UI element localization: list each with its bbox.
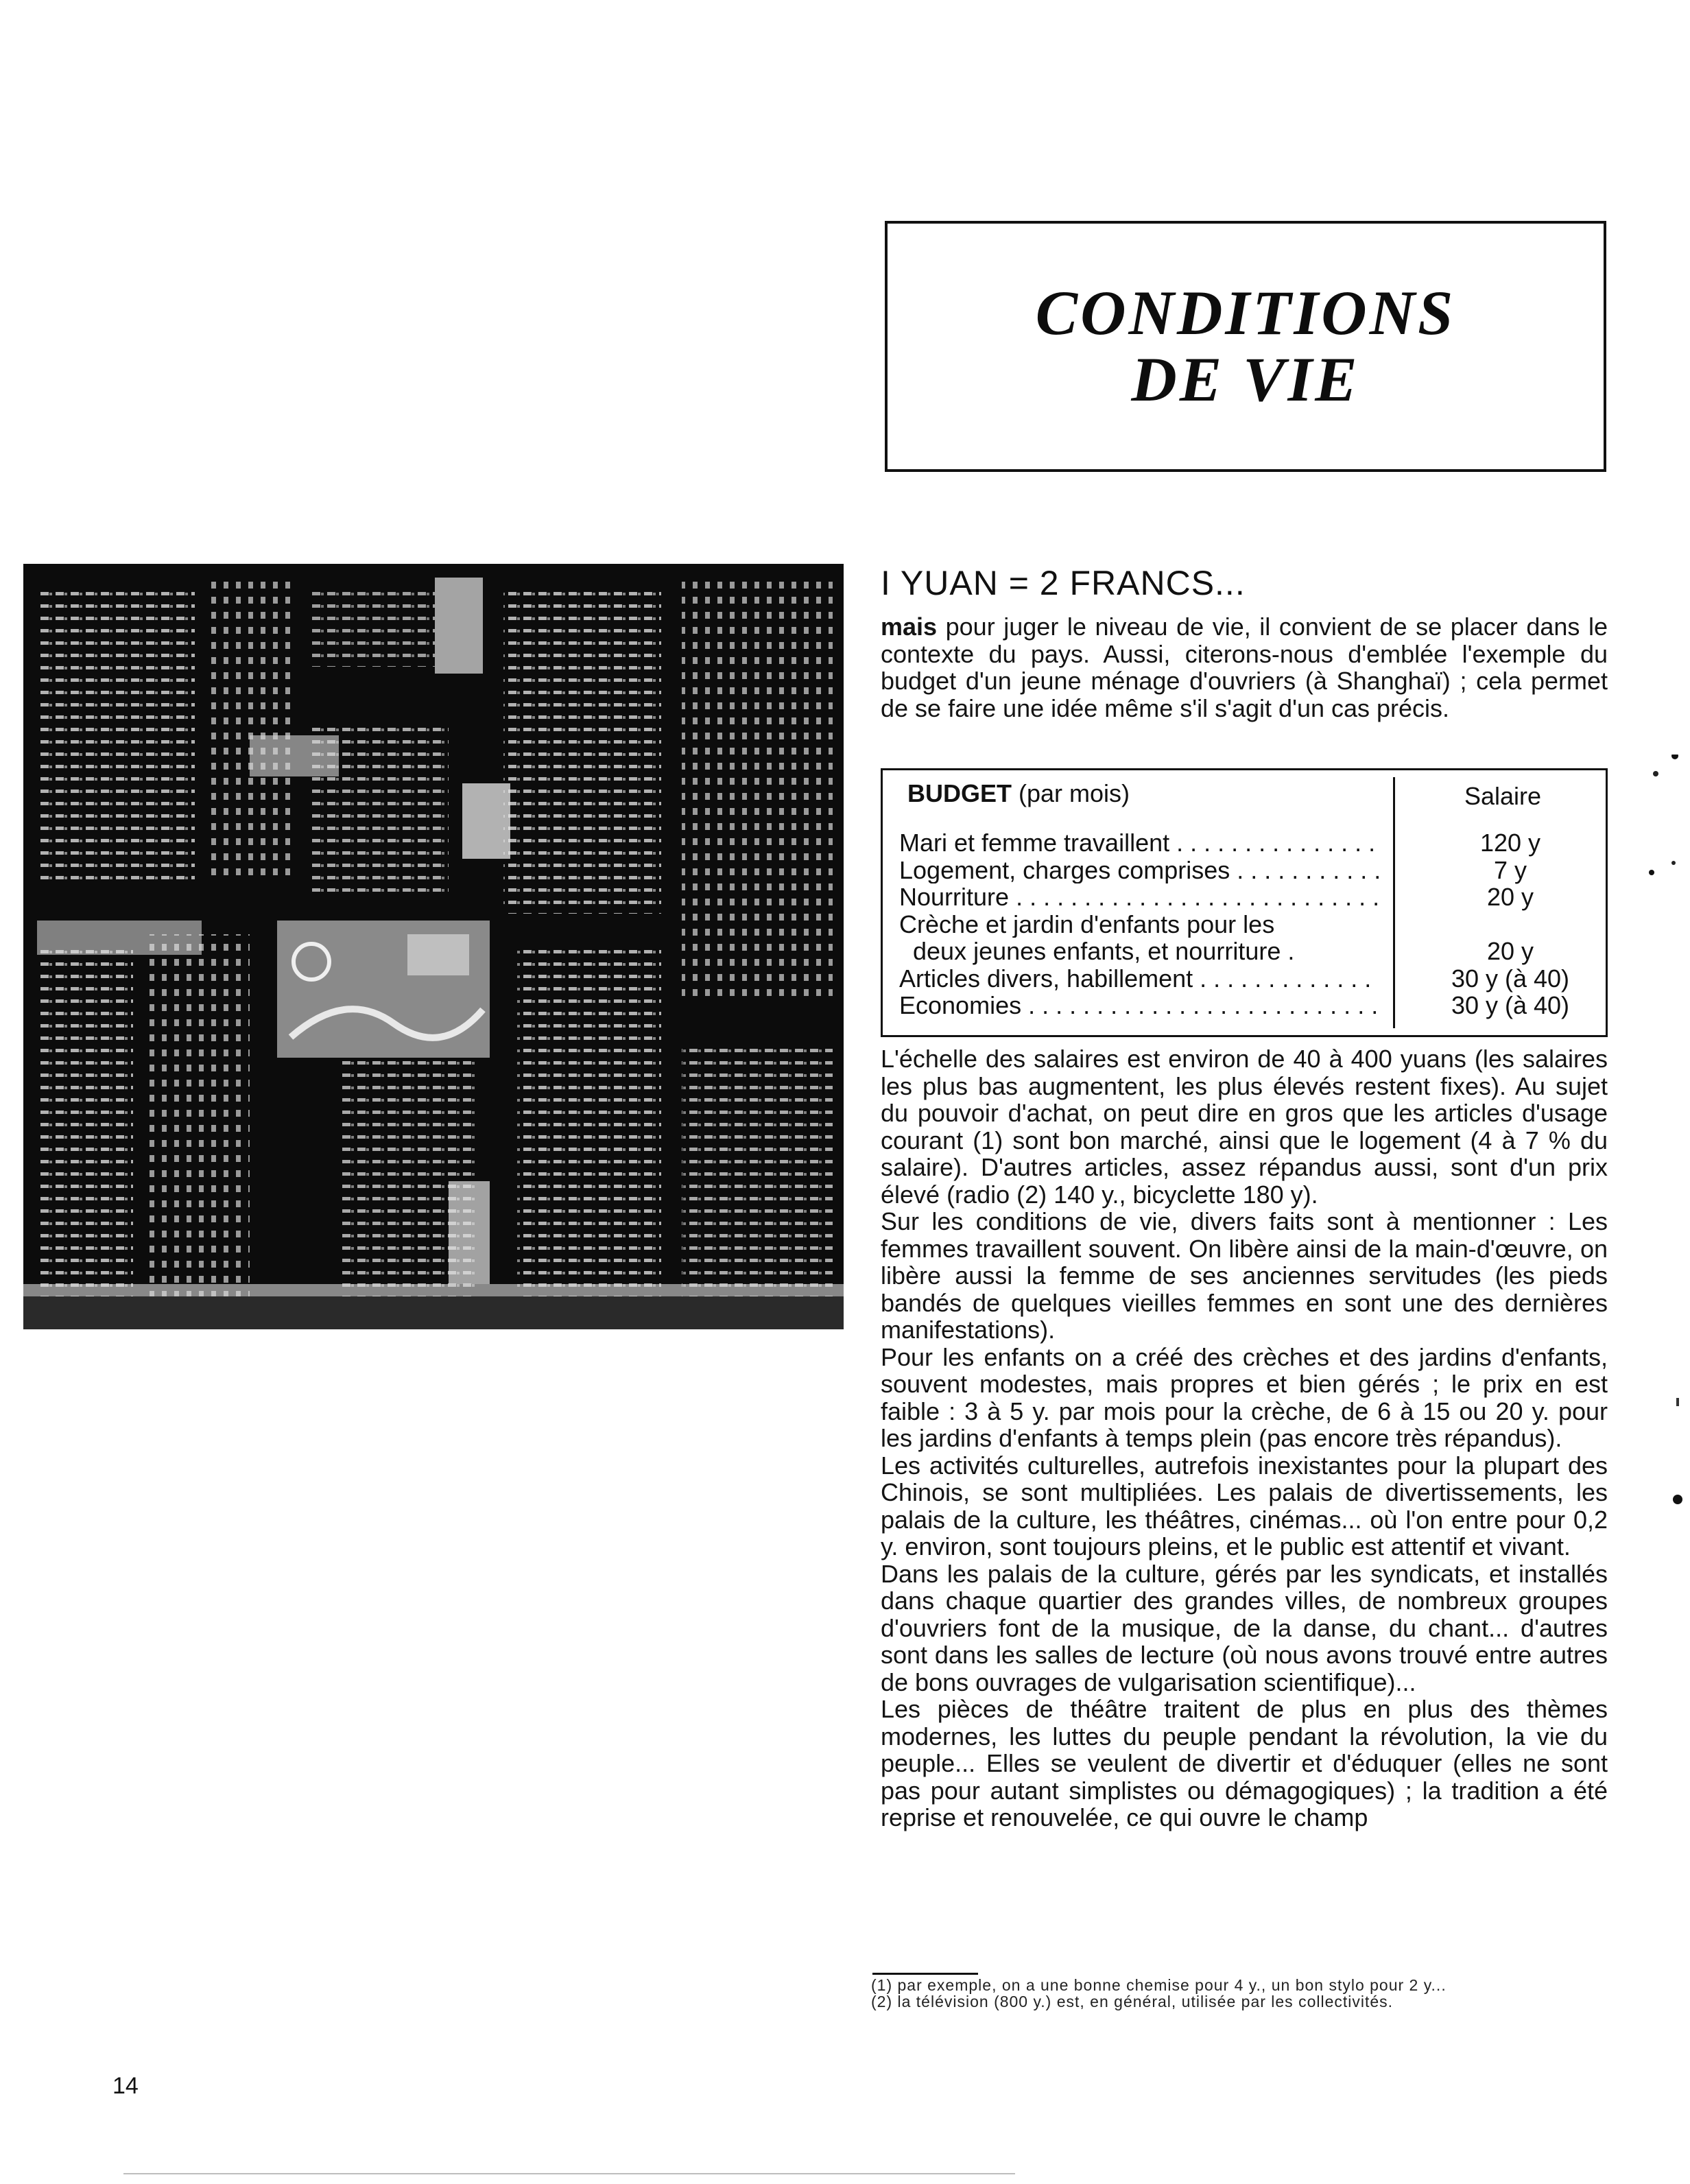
intro-paragraph — [881, 613, 1608, 722]
footnote: (2) la télévision (800 y.) est, en général, utilisée par les collectivités. — [871, 1993, 1394, 2010]
page-number: 14 — [112, 2073, 139, 2099]
budget-header-note: (par mois) — [1012, 779, 1130, 807]
budget-table — [881, 768, 1608, 1037]
budget-row — [899, 883, 1606, 911]
paragraph: Sur les conditions de vie, divers faits sont à mentionner : Les femmes travaillent souvent. On libère ainsi de la main-d'œuvre, on libère aussi la femme de ses anciennes servitudes (les pieds bandés de quelques vieilles femmes en sont une des dernières manifestations). — [881, 1207, 1608, 1344]
paragraph: Les activités culturelles, autrefois inexistantes pour la plupart des Chinois, se sont multipliées. Les palais de divertissements, les palais de la culture, les théâtres, cinémas... où l'on entre pour 0,2 y. environ, sont toujours pleins, et le public est attentif et vivant. — [881, 1451, 1608, 1560]
paragraph: Pour les enfants on a créé des crèches et des jardins d'enfants, souvent modestes, mais propres et bien gérés ; le prix en est faible : 3 à 5 y. par mois pour la crèche, de 6 à 15 ou 20 y. pour les jardins d'enfants à temps plein (pas encore très répandus). — [881, 1342, 1608, 1452]
footnotes — [871, 1977, 1602, 2010]
scan-specks-icon — [1632, 755, 1687, 1543]
paragraph: L'échelle des salaires est environ de 40 à 400 yuans (les salaires les plus bas augmentent, les plus élevés restent fixes). Au sujet du pouvoir d'achat, on peut dire en gros que les articles d'usage courant (1) sont bon marché, ainsi que le logement (4 à 7 % du salaire). D'autres articles, assez répandus aussi, sont d'un prix élevé (radio (2) 140 y., bicyclette 180 y). — [881, 1045, 1608, 1209]
budget-row — [899, 857, 1606, 884]
budget-rows — [899, 829, 1606, 1019]
budget-row — [899, 829, 1606, 857]
section-heading: I YUAN = 2 FRANCS... — [881, 564, 1246, 602]
photo-icon — [23, 564, 844, 1329]
main-text — [881, 1045, 1608, 1831]
budget-row-value: 20 y — [1486, 937, 1534, 965]
intro-text: pour juger le niveau de vie, il convient de se placer dans le contexte du pays. Aussi, citerons-nous d'emblée l'exemple du budget d'un jeune ménage d'ouvriers (à Shanghaï) ; cela permet de se faire une idée même s'il s'agit d'un cas précis. — [881, 613, 1608, 722]
budget-row-label: deux jeunes enfants, et nourriture . — [913, 938, 1295, 965]
budget-row-label: Logement, charges comprises . . . — [899, 857, 1379, 884]
budget-row — [899, 911, 1606, 938]
budget-row-value: 30 y (à 40) — [1451, 991, 1570, 1019]
budget-row — [899, 992, 1606, 1019]
budget-row-label: Articles divers, habillement . . . — [899, 965, 1379, 993]
budget-row-label: Nourriture . . . — [899, 883, 1379, 911]
budget-row-label: Mari et femme travaillent . . . — [899, 829, 1379, 857]
budget-row-value: 20 y — [1486, 883, 1534, 911]
paragraph: Dans les palais de la culture, gérés par les syndicats, et installés dans chaque quartier des grandes villes, de nombreux groupes d'ouvriers font de la musique, de la danse, du chant... d'autres sont dans les salles de lecture (où nous avons trouvé entre autres de bons ouvrages de vulgarisation scientifique)... — [881, 1559, 1608, 1696]
budget-row — [899, 965, 1606, 993]
footnote: (1) par exemple, on a une bonne chemise pour 4 y., un bon stylo pour 2 y... — [871, 1976, 1447, 1994]
wall-newspaper-photo — [23, 564, 844, 1329]
budget-header-right: Salaire — [1464, 782, 1542, 810]
title-line-1: CONDITIONS — [1035, 278, 1456, 348]
paragraph: Les pièces de théâtre traitent de plus en plus des thèmes modernes, les luttes du peuple pendant la révolution, la vie du peuple... Elles se veulent de divertir et d'éduquer (elles ne sont pas pour autant simplistes ou démagogiques) ; la tradition a été reprise et renouvelée, ce qui ouvre le champ — [881, 1695, 1608, 1831]
budget-row-label: Economies . . . — [899, 992, 1379, 1019]
budget-row-label: Crèche et jardin d'enfants pour les — [899, 910, 1275, 938]
title-line-2: DE VIE — [1131, 344, 1360, 414]
budget-row-value: 120 y — [1479, 829, 1541, 857]
budget-row-value: 30 y (à 40) — [1451, 964, 1570, 993]
scan-bottom-edge — [123, 2173, 1015, 2174]
budget-row — [899, 938, 1606, 965]
intro-lead: mais — [881, 613, 938, 641]
budget-header — [907, 780, 1130, 807]
title-box — [885, 221, 1606, 472]
budget-row-value: 7 y — [1493, 855, 1527, 884]
budget-header-label: BUDGET — [907, 779, 1012, 807]
footnote-rule — [872, 1973, 978, 1975]
